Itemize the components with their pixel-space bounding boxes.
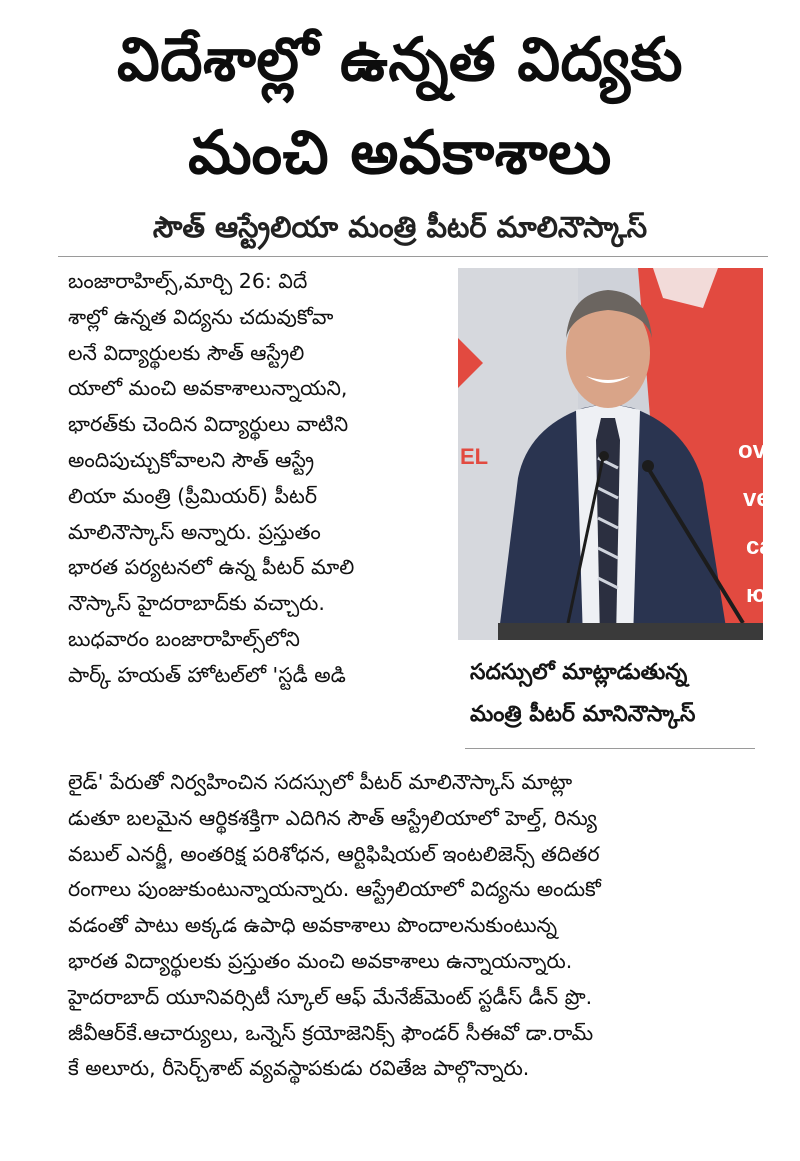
backdrop-letters-1: ova — [738, 437, 780, 464]
body-line: డుతూ బలమైన ఆర్థికశక్తిగా ఎదిగిన సౌత్ ఆస్ట్రేలియాలో హెల్త్, రిన్యు — [68, 805, 597, 830]
backdrop-letters-2: ve — [743, 485, 770, 512]
subheadline: సౌత్ ఆస్ట్రేలియా మంత్రి పీటర్ మాలినౌస్కాస్ — [152, 210, 648, 244]
caption-line-1: సదస్సులో మాట్లాడుతున్న — [470, 660, 688, 685]
headline-line-1: విదేశాల్లో ఉన్నత విద్యకు — [116, 25, 684, 95]
body-line: బుధవారం బంజారాహిల్స్‌లోని — [68, 626, 300, 651]
body-line: వబుల్ ఎనర్జీ, అంతరిక్ష పరిశోధన, ఆర్టిఫిషియల్ ఇంటలిజెన్స్ తదితర — [68, 841, 600, 866]
body-line: లైడ్' పేరుతో నిర్వహించిన సదస్సులో పీటర్ మాలినౌస్కాస్ మాట్లా — [68, 770, 573, 794]
body-line: హైదరాబాద్ యూనివర్సిటీ స్కూల్ ఆఫ్ మేనేజ్‌మెంట్ స్టడీస్ డీన్ ప్రొ. — [68, 984, 593, 1009]
article-body-bottom — [68, 765, 773, 1087]
body-line: అందిపుచ్చుకోవాలని సౌత్ ఆస్ట్రే — [68, 447, 315, 472]
body-line: వడంతో పాటు అక్కడ ఉపాధి అవకాశాలు పొందాలనుకుంటున్న — [68, 913, 558, 938]
body-line: రంగాలు పుంజుకుంటున్నాయన్నారు. ఆస్ట్రేలియాలో విద్యను అందుకో — [68, 877, 601, 902]
body-line: భారత విద్యార్థులకు ప్రస్తుతం మంచి అవకాశాలు ఉన్నాయన్నారు. — [68, 948, 573, 973]
body-line: నౌస్కాస్ హైదరాబాద్‌కు వచ్చారు. — [68, 591, 325, 616]
headline-line-2: మంచి అవకాశాలు — [188, 118, 612, 188]
body-line: భారత్‌కు చెందిన విద్యార్థులు వాటిని — [68, 412, 349, 437]
body-line: యాలో మంచి అవకాశాలున్నాయని, — [68, 376, 348, 401]
subheadline-divider — [58, 256, 768, 257]
caption-line-2: మంత్రి పీటర్ మానినౌస్కాస్ — [470, 702, 696, 727]
body-line: మాలినౌస్కాస్ అన్నారు. ప్రస్తుతం — [68, 519, 321, 544]
body-line: లియా మంత్రి (ప్రీమియర్) పీటర్ — [68, 483, 317, 508]
speaker-photo-illustration — [458, 268, 780, 640]
backdrop-letters-4: ю — [746, 581, 767, 608]
body-line: జీవీఆర్‌కే.ఆచార్యులు, ఒన్నెస్ క్రయోజెనిక్స్ ఫౌండర్ సీఈవో డా.రామ్ — [68, 1020, 594, 1045]
news-photo — [458, 268, 780, 640]
body-line: శాల్లో ఉన్నత విద్యను చదువుకోవా — [68, 304, 334, 329]
backdrop-letters-3: ca — [746, 533, 773, 560]
article-body-top — [68, 264, 438, 694]
body-line: లనే విద్యార్థులకు సౌత్ ఆస్ట్రేలి — [68, 340, 305, 365]
photo-caption — [470, 652, 760, 736]
body-line: పార్క్ హయత్ హోటల్‌లో 'స్టడీ అడి — [68, 662, 346, 687]
backdrop-left-text: EL — [460, 444, 489, 469]
caption-divider — [465, 748, 755, 749]
body-line: బంజారాహిల్స్,మార్చి 26: విదే — [68, 269, 308, 293]
body-line: కే అలూరు, రీసెర్చ్‌శాట్ వ్యవస్థాపకుడు రవితేజ పాల్గొన్నారు. — [68, 1056, 530, 1081]
body-line: భారత పర్యటనలో ఉన్న పీటర్ మాలి — [68, 555, 355, 580]
